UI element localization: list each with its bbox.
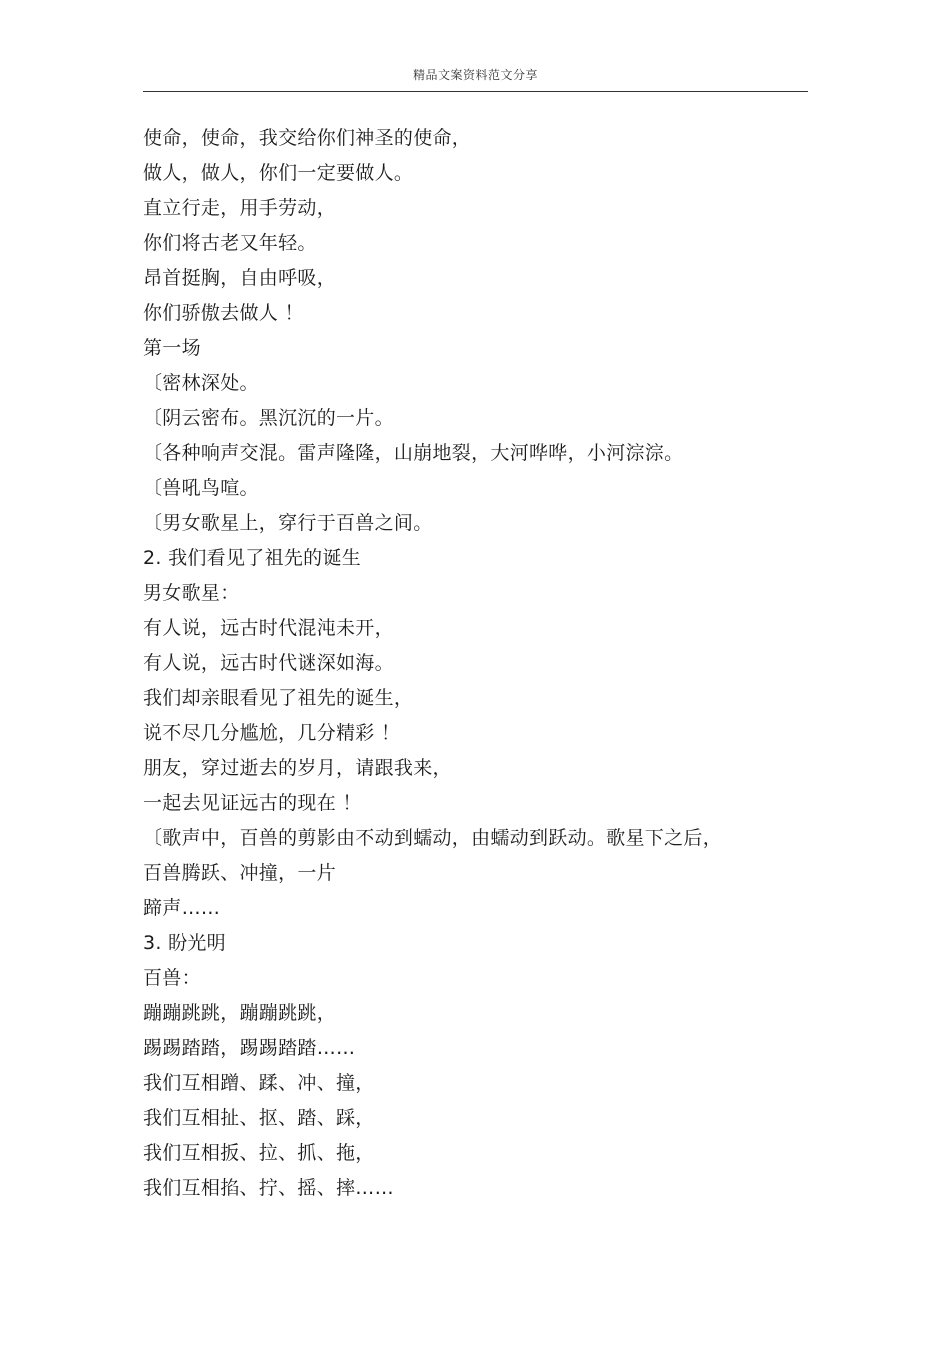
stage-direction: 〔男女歌星上，穿行于百兽之间。 <box>143 512 433 534</box>
text-line: 踢踢踏踏，踢踢踏踏…… <box>143 1037 356 1059</box>
text-line: 直立行走，用手劳动， <box>143 197 337 219</box>
text-line: 蹦蹦跳跳，蹦蹦跳跳， <box>143 1002 337 1024</box>
page-header: 精品文案资料范文分享 <box>412 68 538 82</box>
document-body <box>143 122 823 1207</box>
section-heading: 3. 盼光明 <box>143 932 226 954</box>
text-line: 我们互相蹭、蹂、冲、撞， <box>143 1072 375 1094</box>
text-line: 有人说，远古时代混沌未开， <box>143 617 394 639</box>
scene-heading: 第一场 <box>143 337 201 359</box>
text-line: 你们将古老又年轻。 <box>143 232 317 254</box>
text-line: 一起去见证远古的现在 ！ <box>143 792 362 814</box>
text-line: 我们互相扯、抠、踏、踩， <box>143 1107 375 1129</box>
text-line: 昂首挺胸，自由呼吸， <box>143 267 337 289</box>
speaker-label: 男女歌星： <box>143 582 240 604</box>
stage-direction: 〔歌声中，百兽的剪影由不动到蠕动，由蠕动到跃动。歌星下之后， <box>143 827 723 849</box>
speaker-label: 百兽： <box>143 967 201 989</box>
text-line: 我们却亲眼看见了祖先的诞生， <box>143 687 414 709</box>
text-line: 我们互相扳、拉、抓、拖， <box>143 1142 375 1164</box>
section-heading: 2. 我们看见了祖先的诞生 <box>143 547 362 569</box>
stage-direction: 〔阴云密布。黑沉沉的一片。 <box>143 407 394 429</box>
stage-direction: 〔密林深处。 <box>143 372 259 394</box>
text-line: 我们互相掐、拧、摇、摔…… <box>143 1177 394 1199</box>
text-line: 使命，使命，我交给你们神圣的使命， <box>143 127 472 149</box>
stage-direction: 〔各种响声交混。雷声隆隆，山崩地裂，大河哗哗，小河淙淙。 <box>143 442 684 464</box>
stage-direction: 蹄声…… <box>143 897 221 919</box>
stage-direction: 百兽腾跃、冲撞，一片 <box>143 862 337 884</box>
text-line: 说不尽几分尴尬，几分精彩 ！ <box>143 722 401 744</box>
text-line: 朋友，穿过逝去的岁月，请跟我来， <box>143 757 452 779</box>
text-line: 有人说，远古时代谜深如海。 <box>143 652 394 674</box>
stage-direction: 〔兽吼鸟喧。 <box>143 477 259 499</box>
text-line: 做人，做人，你们一定要做人。 <box>143 162 414 184</box>
header-divider <box>143 91 808 92</box>
text-line: 你们骄傲去做人 ！ <box>143 302 304 324</box>
